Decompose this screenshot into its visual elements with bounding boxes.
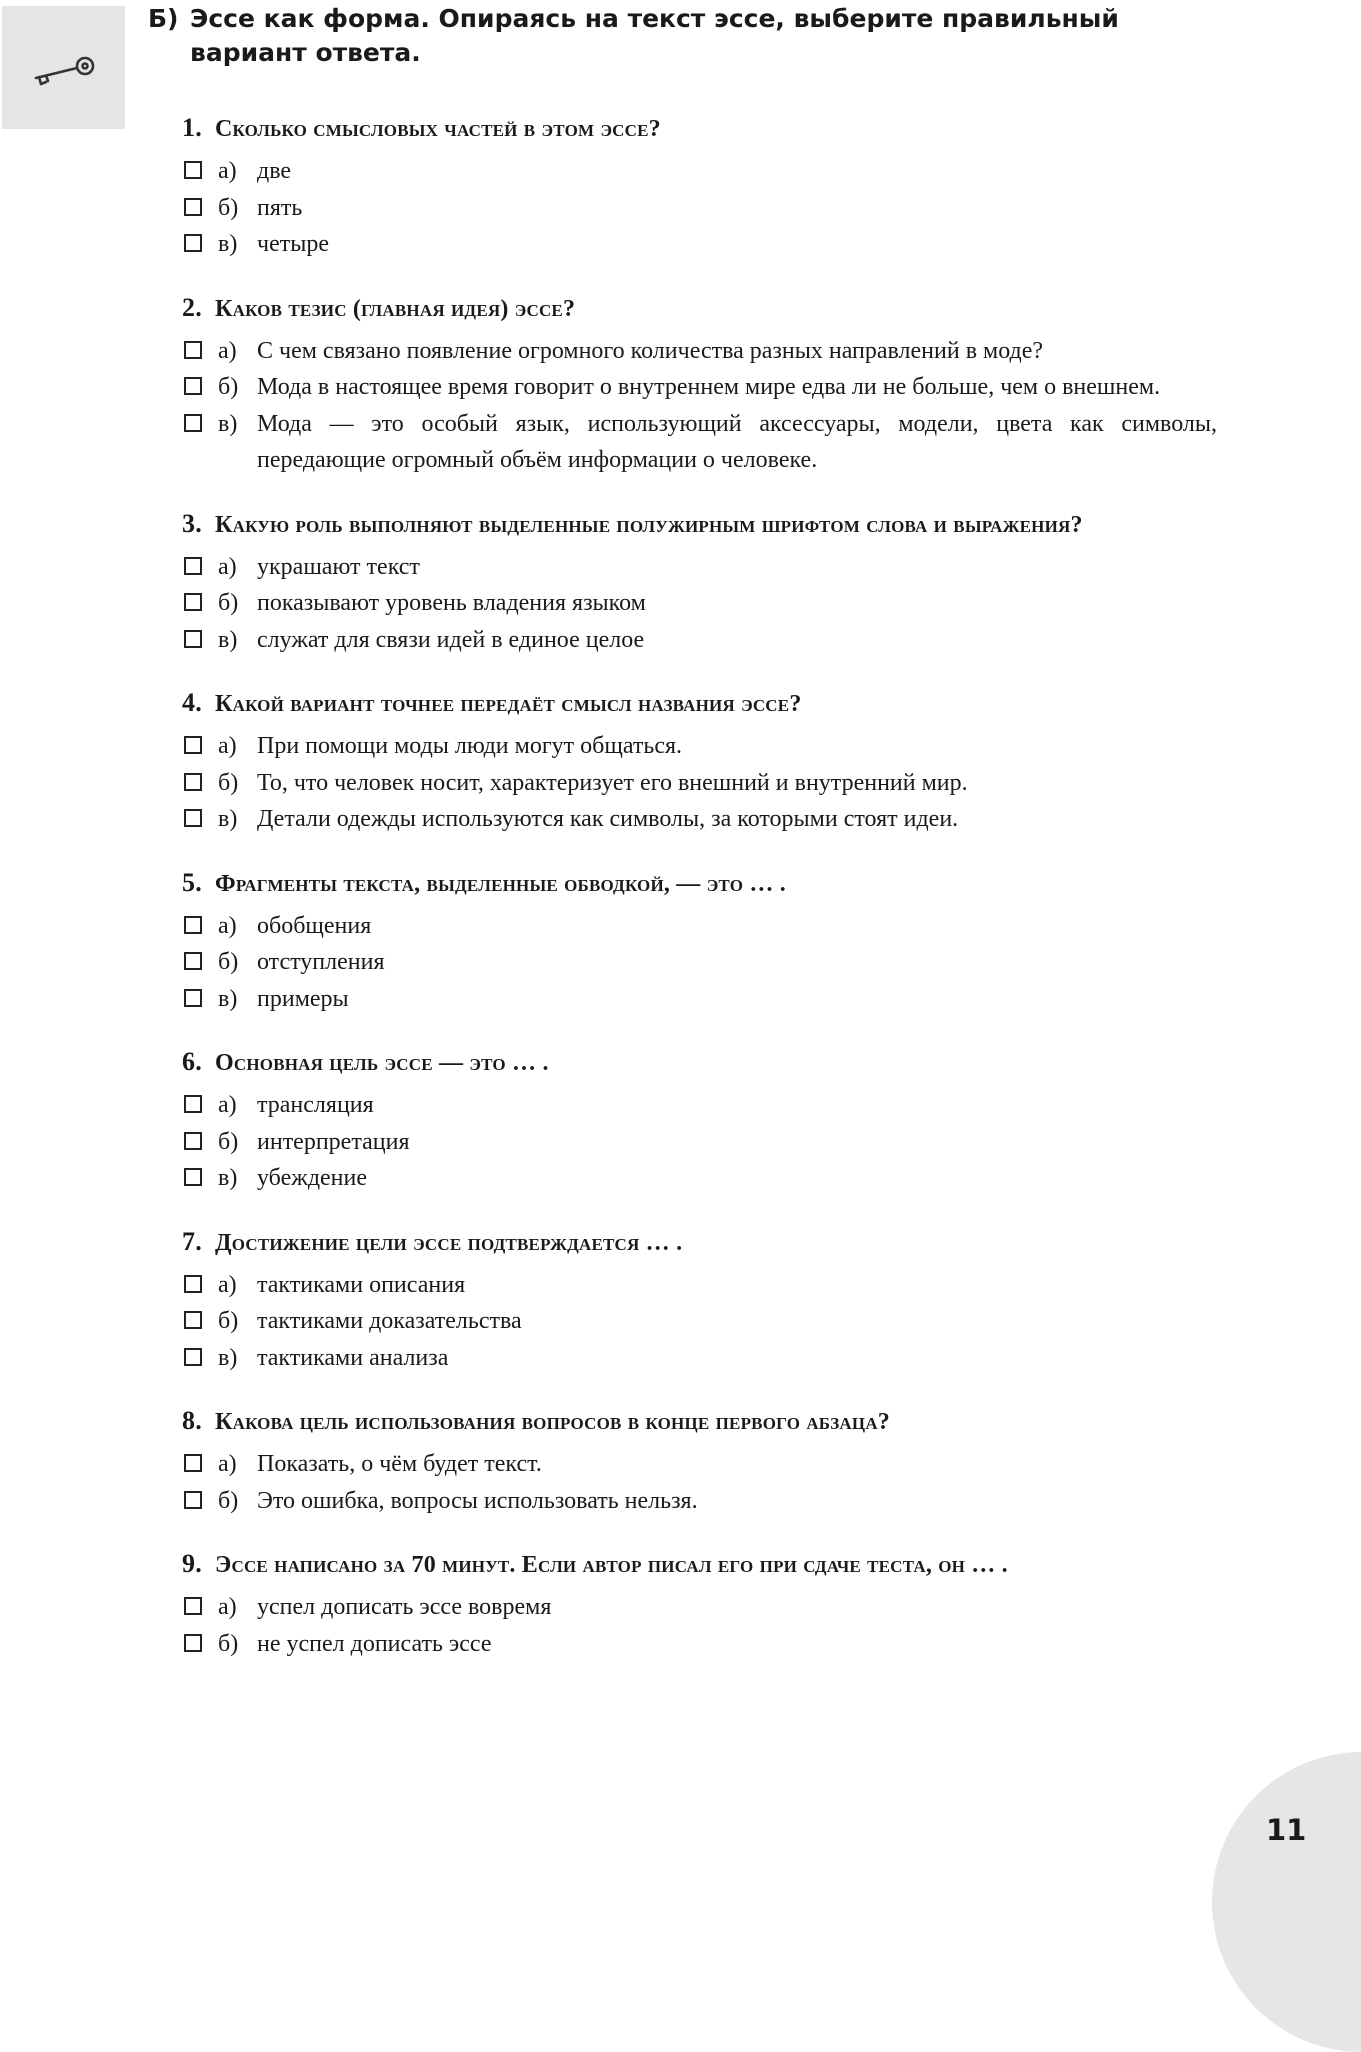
- answer-checkbox[interactable]: [184, 1634, 202, 1652]
- option-text: Это ошибка, вопросы использовать нельзя.: [257, 1487, 698, 1514]
- question-number: 5.: [182, 867, 202, 897]
- answer-checkbox[interactable]: [184, 1597, 202, 1615]
- answer-option[interactable]: [182, 1303, 1217, 1340]
- question-title: [182, 1546, 1217, 1583]
- option-text: трансляция: [257, 1092, 374, 1118]
- option-letter: а): [218, 1594, 237, 1620]
- option-text: При помощи моды люди могут общаться.: [257, 733, 683, 759]
- option-letter: б): [218, 194, 239, 221]
- question-title: [182, 865, 1217, 902]
- answer-option[interactable]: [182, 549, 1217, 586]
- answer-option[interactable]: [182, 153, 1217, 190]
- option-letter: б): [218, 1128, 239, 1155]
- question-title: [182, 1224, 1217, 1261]
- question-number: 3.: [182, 508, 202, 538]
- question-text: Основная цель эссе — это … .: [215, 1050, 549, 1076]
- question-5: [182, 865, 1217, 1018]
- answer-checkbox[interactable]: [184, 593, 202, 611]
- answer-option[interactable]: [182, 1446, 1217, 1483]
- question-text: Какую роль выполняют выделенные полужирным шрифтом слова и выражения?: [215, 511, 1083, 538]
- option-text: Детали одежды используются как символы, за которыми стоят идеи.: [257, 806, 959, 832]
- answer-checkbox[interactable]: [184, 414, 202, 432]
- question-title: [182, 290, 1217, 327]
- question-title: [182, 110, 1217, 147]
- option-text: успел дописать эссе вовремя: [257, 1594, 552, 1620]
- answer-checkbox[interactable]: [184, 989, 202, 1007]
- question-title: [182, 1403, 1217, 1440]
- key-icon-box: [2, 6, 125, 129]
- answer-checkbox[interactable]: [184, 952, 202, 970]
- question-number: 9.: [182, 1549, 202, 1578]
- answer-option[interactable]: [182, 1087, 1217, 1124]
- answer-checkbox[interactable]: [184, 1275, 202, 1293]
- answer-checkbox[interactable]: [184, 198, 202, 216]
- option-text: не успел дописать эссе: [257, 1630, 492, 1657]
- option-text: С чем связано появление огромного количества разных направлений в моде?: [257, 337, 1044, 364]
- option-text: убеждение: [257, 1165, 368, 1191]
- section-heading: [148, 2, 1228, 70]
- option-text: тактиками описания: [257, 1271, 466, 1298]
- question-number: 4.: [182, 688, 202, 717]
- option-text: пять: [257, 194, 303, 221]
- option-letter: а): [218, 553, 237, 580]
- answer-option[interactable]: [182, 908, 1217, 945]
- section-label: Б): [148, 4, 179, 33]
- option-letter: а): [218, 1271, 237, 1298]
- answer-option[interactable]: [182, 801, 1217, 838]
- option-text: показывают уровень владения языком: [257, 590, 646, 616]
- answer-option[interactable]: [182, 406, 1217, 479]
- question-7: [182, 1224, 1217, 1377]
- option-letter: б): [218, 374, 239, 400]
- answer-option[interactable]: [182, 190, 1217, 227]
- option-letter: а): [218, 337, 237, 364]
- question-title: [182, 506, 1217, 543]
- answer-checkbox[interactable]: [184, 736, 202, 754]
- option-letter: а): [218, 1092, 237, 1118]
- answer-checkbox[interactable]: [184, 630, 202, 648]
- option-letter: б): [218, 949, 239, 975]
- question-8: [182, 1403, 1217, 1519]
- answer-option[interactable]: [182, 1626, 1217, 1663]
- question-text: Сколько смысловых частей в этом эссе?: [215, 116, 661, 142]
- option-letter: а): [218, 1451, 237, 1477]
- answer-checkbox[interactable]: [184, 1491, 202, 1509]
- answer-option[interactable]: [182, 765, 1217, 802]
- option-letter: в): [218, 806, 238, 832]
- answer-checkbox[interactable]: [184, 377, 202, 395]
- option-text: То, что человек носит, характеризует его внешний и внутренний мир.: [257, 769, 968, 796]
- answer-checkbox[interactable]: [184, 1095, 202, 1113]
- answer-option[interactable]: [182, 728, 1217, 765]
- question-3: [182, 506, 1217, 659]
- option-letter: б): [218, 769, 239, 796]
- option-letter: в): [218, 410, 238, 437]
- question-number: 6.: [182, 1047, 202, 1076]
- option-letter: б): [218, 1308, 239, 1334]
- section-instruction: Эссе как форма. Опираясь на текст эссе, выберите правильный вариант ответа.: [190, 4, 1119, 67]
- answer-checkbox[interactable]: [184, 1168, 202, 1186]
- answer-option[interactable]: [182, 1124, 1217, 1161]
- question-4: [182, 685, 1217, 838]
- answer-checkbox[interactable]: [184, 341, 202, 359]
- option-text: интерпретация: [257, 1128, 410, 1155]
- answer-option[interactable]: [182, 226, 1217, 263]
- question-number: 1.: [182, 113, 202, 142]
- option-letter: а): [218, 158, 237, 184]
- answer-checkbox[interactable]: [184, 809, 202, 827]
- question-title: [182, 685, 1217, 722]
- option-letter: б): [218, 590, 239, 616]
- answer-option[interactable]: [182, 585, 1217, 622]
- answer-checkbox[interactable]: [184, 773, 202, 791]
- question-text: Каков тезис (главная идея) эссе?: [215, 295, 576, 322]
- question-text: Фрагменты текста, выделенные обводкой, — это … .: [215, 870, 786, 897]
- option-text: служат для связи идей в единое целое: [257, 626, 645, 653]
- option-letter: а): [218, 912, 237, 939]
- option-letter: в): [218, 985, 238, 1012]
- answer-checkbox[interactable]: [184, 1454, 202, 1472]
- questions-list: [182, 110, 1217, 1689]
- option-letter: в): [218, 626, 238, 653]
- question-title: [182, 1044, 1217, 1081]
- option-text: отступления: [257, 949, 385, 975]
- answer-checkbox[interactable]: [184, 557, 202, 575]
- answer-checkbox[interactable]: [184, 1348, 202, 1366]
- question-9: [182, 1546, 1217, 1662]
- answer-option[interactable]: [182, 622, 1217, 659]
- answer-checkbox[interactable]: [184, 1311, 202, 1329]
- option-letter: б): [218, 1487, 239, 1514]
- option-text: Показать, о чём будет текст.: [257, 1451, 542, 1477]
- option-text: обобщения: [257, 912, 372, 939]
- option-text: четыре: [257, 231, 329, 257]
- option-text: тактиками доказательства: [257, 1308, 522, 1334]
- option-text: две: [257, 158, 292, 184]
- key-icon: [32, 54, 98, 94]
- question-text: Какой вариант точнее передаёт смысл названия эссе?: [215, 691, 802, 717]
- question-text: Эссе написано за 70 минут. Если автор писал его при сдаче теста, он … .: [215, 1552, 1008, 1578]
- answer-option[interactable]: [182, 369, 1217, 406]
- question-text: Какова цель использования вопросов в конце первого абзаца?: [215, 1409, 890, 1435]
- option-letter: а): [218, 733, 237, 759]
- question-number: 7.: [182, 1226, 202, 1256]
- page-number: 11: [1266, 1813, 1307, 1847]
- question-number: 8.: [182, 1406, 202, 1435]
- answer-option[interactable]: [182, 333, 1217, 370]
- answer-checkbox[interactable]: [184, 161, 202, 179]
- answer-option[interactable]: [182, 1160, 1217, 1197]
- option-text: тактиками анализа: [257, 1344, 449, 1371]
- question-1: [182, 110, 1217, 263]
- answer-option[interactable]: [182, 1589, 1217, 1626]
- answer-option[interactable]: [182, 1483, 1217, 1520]
- question-number: 2.: [182, 292, 202, 322]
- question-2: [182, 290, 1217, 479]
- answer-option[interactable]: [182, 1340, 1217, 1377]
- answer-option[interactable]: [182, 1267, 1217, 1304]
- answer-checkbox[interactable]: [184, 916, 202, 934]
- question-text: Достижение цели эссе подтверждается … .: [215, 1229, 683, 1256]
- option-letter: б): [218, 1630, 239, 1657]
- option-letter: в): [218, 1165, 238, 1191]
- option-letter: в): [218, 1344, 238, 1371]
- option-letter: в): [218, 231, 238, 257]
- question-6: [182, 1044, 1217, 1197]
- answer-option[interactable]: [182, 944, 1217, 981]
- option-text: Мода — это особый язык, использующий аксессуары, модели, цвета как символы, передающие огромный объём информации о человеке.: [257, 410, 1217, 473]
- answer-checkbox[interactable]: [184, 234, 202, 252]
- option-text: примеры: [257, 985, 349, 1012]
- option-text: украшают текст: [257, 553, 420, 580]
- answer-option[interactable]: [182, 981, 1217, 1018]
- answer-checkbox[interactable]: [184, 1132, 202, 1150]
- page-number-badge: [1212, 1752, 1361, 2052]
- option-text: Мода в настоящее время говорит о внутреннем мире едва ли не больше, чем о внешнем.: [257, 374, 1161, 400]
